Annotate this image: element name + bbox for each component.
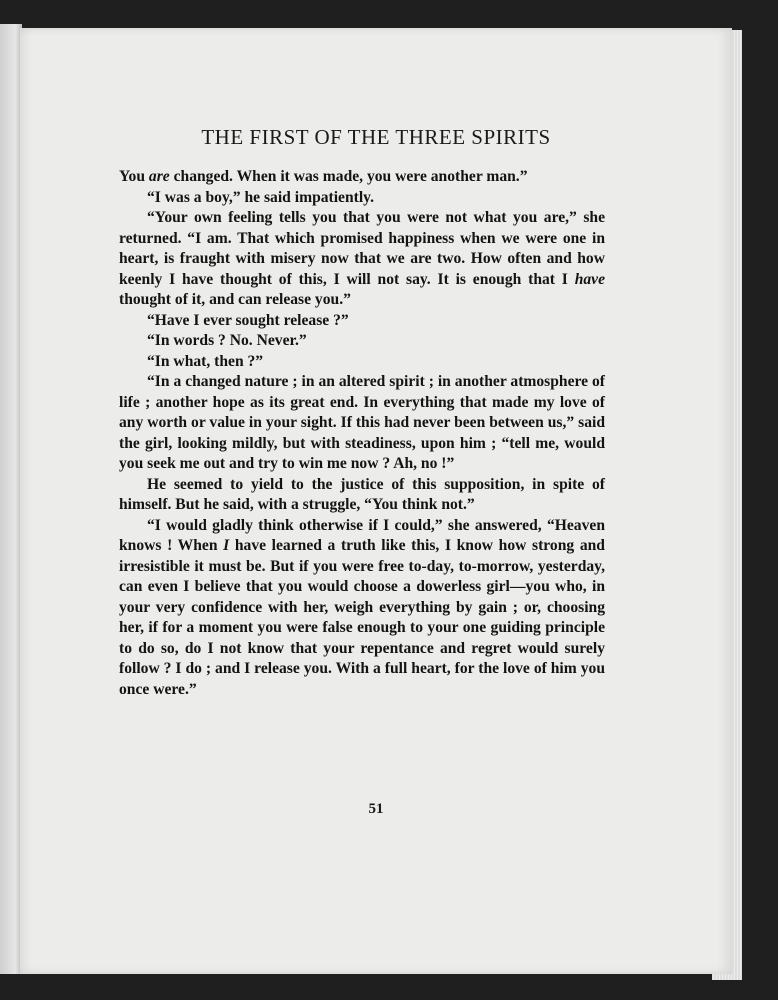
page-number: 51 bbox=[368, 801, 384, 817]
paragraph-p1 bbox=[119, 167, 605, 188]
paragraph-p9 bbox=[119, 516, 605, 701]
paragraph-p4 bbox=[119, 311, 605, 332]
text-run: “In words ? No. Never.” bbox=[147, 332, 307, 349]
text-run: “I would gladly think otherwise if I could,” she answered, “Heaven knows ! When bbox=[119, 516, 605, 554]
paragraph-p6 bbox=[119, 352, 605, 373]
text-run: He seemed to yield to the justice of this supposition, in spite of himself. But he said, with a struggle, “You think not.” bbox=[119, 475, 605, 513]
text-run: You bbox=[119, 168, 149, 185]
paragraph-p3 bbox=[119, 208, 605, 311]
book-page bbox=[20, 28, 732, 974]
text-run: have learned a truth like this, I know how strong and irresistible it must be. But if you were free to-day, to-morrow, yesterday, can even I believe that you would choose a dowerless girl—you who, in your very confidence with her, weigh everything by gain ; or, choosing her, if for a moment you were false enough to your one guiding principle to do so, do I not know that your repentance and regret would surely follow ? I do ; and I release you. With a full heart, for the love of him you once were.” bbox=[119, 537, 605, 698]
book-edge-left bbox=[0, 24, 22, 974]
italic-run: I bbox=[223, 537, 230, 554]
text-run: “I was a boy,” he said impatiently. bbox=[147, 188, 375, 206]
text-run: “In what, then ?” bbox=[147, 352, 264, 370]
running-head: THE FIRST OF THE THREE SPIRITS bbox=[201, 125, 551, 149]
paragraph-p8 bbox=[119, 475, 605, 516]
italic-run: have bbox=[574, 270, 605, 288]
text-run: thought of it, and can release you.” bbox=[119, 291, 351, 308]
text-run: “Your own feeling tells you that you were not what you are,” she returned. “I am. That which promised happiness when we were one in heart, is fraught with misery now that we are two. How often and how keenly I have thought of this, I will not say. It is enough that I bbox=[119, 209, 605, 288]
text-run: changed. When it was made, you were another man.” bbox=[169, 168, 528, 185]
paragraph-p2 bbox=[119, 188, 605, 209]
paragraph-p7 bbox=[119, 372, 605, 475]
text-run: “Have I ever sought release ?” bbox=[147, 311, 349, 329]
text-run: “In a changed nature ; in an altered spirit ; in another atmosphere of life ; another hope as its great end. In everything that made my love of any worth or value in your sight. If this had never been between us,” said the girl, looking mildly, but with steadiness, upon him ; “tell me, would you seek me out and try to win me now ? Ah, no !” bbox=[119, 373, 605, 472]
italic-run: are bbox=[148, 168, 170, 185]
paragraph-p5 bbox=[119, 331, 605, 352]
body-text bbox=[119, 167, 605, 700]
